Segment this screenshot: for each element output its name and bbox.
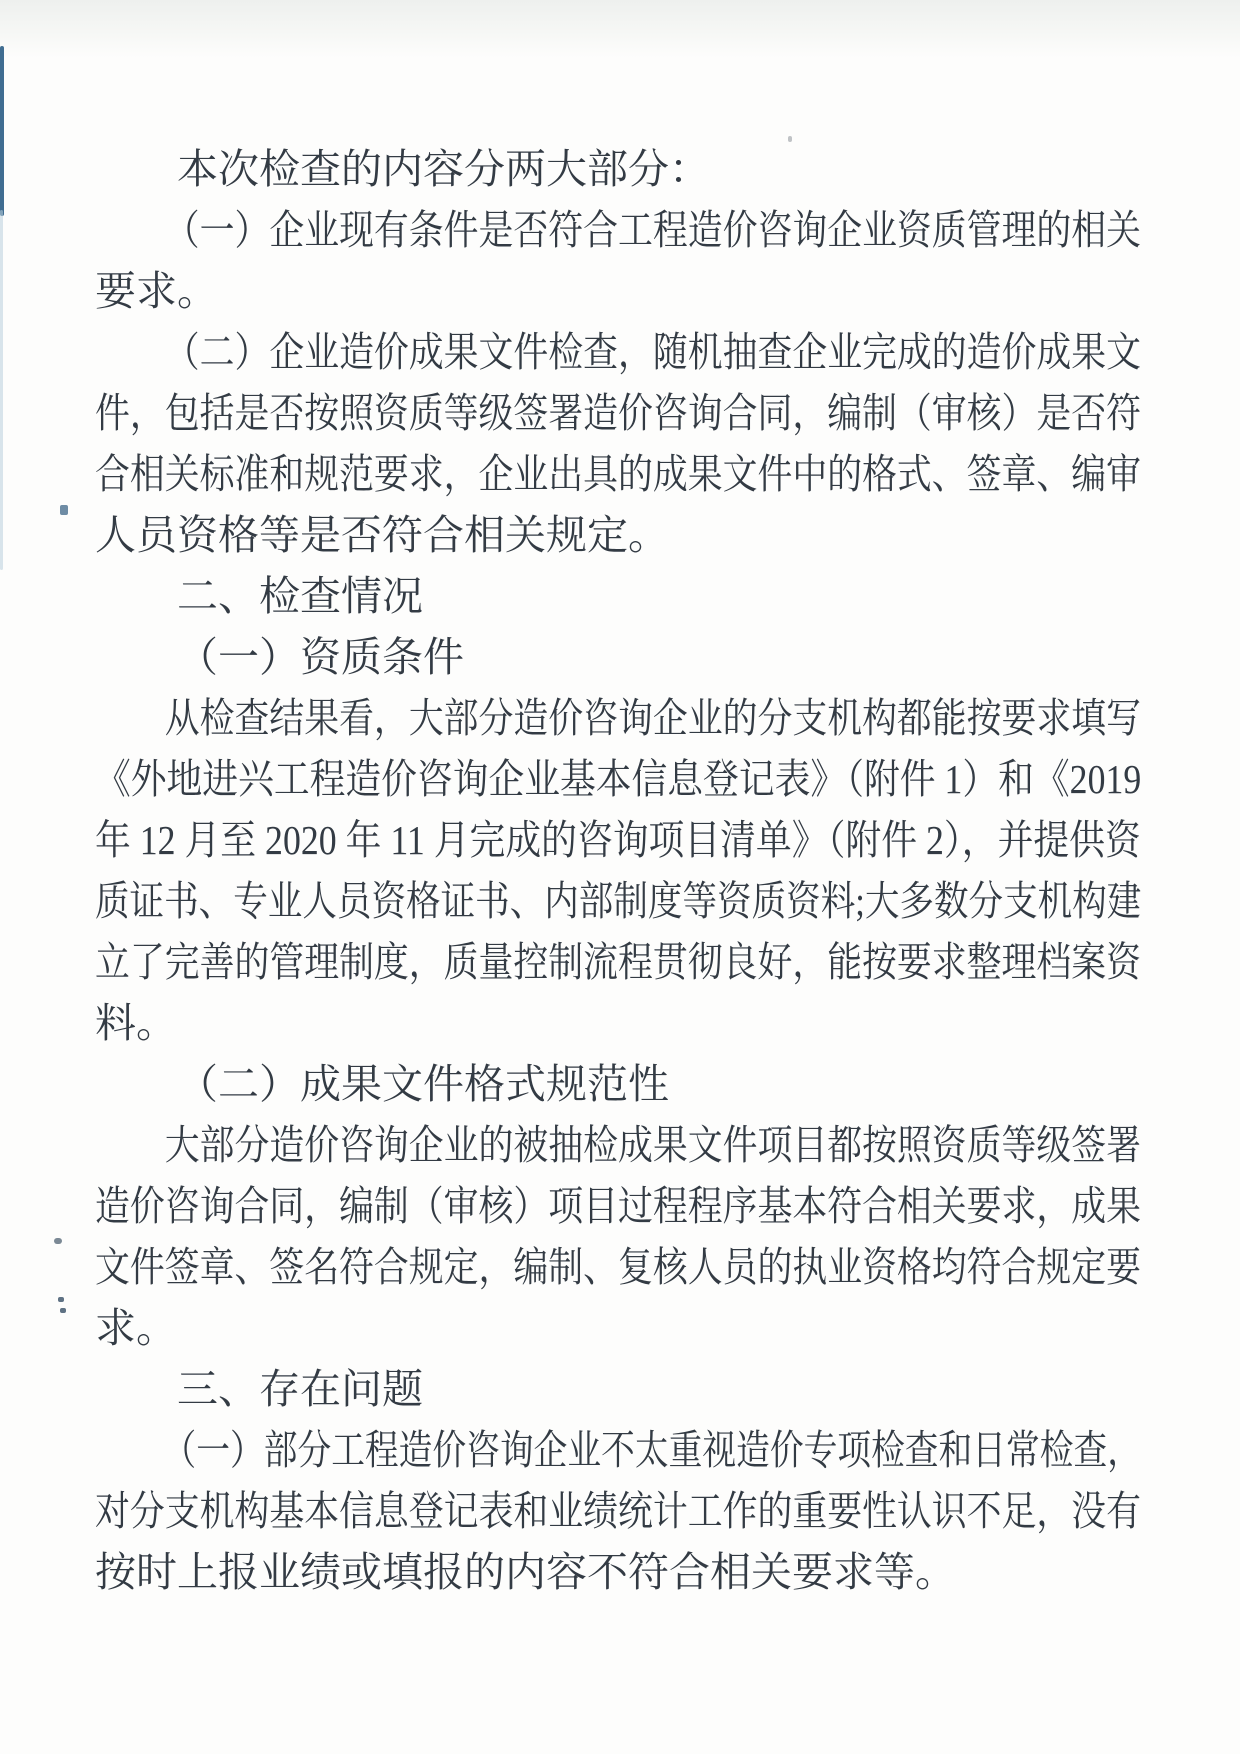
paragraph [95, 566, 1141, 627]
paragraph [95, 688, 1141, 1054]
text-line-content: 从检查结果看，大部分造价咨询企业的分支机构都能按要求填写 [164, 695, 1141, 741]
text-line-content: 求。 [95, 1305, 177, 1351]
text-line-content: （一）资质条件 [177, 634, 464, 680]
text-line-content: 件，包括是否按照资质等级签署造价咨询合同，编制（审核）是否符 [95, 390, 1141, 436]
text-line [95, 139, 1141, 200]
document-body [95, 139, 1141, 1603]
text-line [95, 1237, 1141, 1298]
scan-artifact-speck-colon-top [58, 1297, 64, 1302]
text-line [95, 1115, 1141, 1176]
paragraph [95, 1359, 1141, 1420]
text-line [95, 200, 1141, 261]
text-line-content: 二、检查情况 [177, 573, 423, 619]
text-line-content: 《外地进兴工程造价咨询企业基本信息登记表》（附件 1）和《2019 [95, 756, 1142, 802]
text-line [95, 1542, 1141, 1603]
text-line-content: 按时上报业绩或填报的内容不符合相关要求等。 [95, 1549, 956, 1595]
paragraph [95, 139, 1141, 200]
text-line [95, 1481, 1141, 1542]
text-line-content: 大部分造价咨询企业的被抽检成果文件项目都按照资质等级签署 [164, 1122, 1141, 1168]
text-line-content: （一）企业现有条件是否符合工程造价咨询企业资质管理的相关 [164, 207, 1141, 253]
text-line-content: （一）部分工程造价咨询企业不太重视造价专项检查和日常检查， [162, 1427, 1141, 1473]
scan-edge-shadow [0, 0, 1240, 58]
text-line-content: 合相关标准和规范要求，企业出具的成果文件中的格式、签章、编审 [95, 451, 1141, 497]
paragraph [95, 1115, 1141, 1359]
paragraph [95, 627, 1141, 688]
text-line [95, 261, 1141, 322]
scan-artifact-speck-left-mid [60, 505, 68, 515]
text-line [95, 1176, 1141, 1237]
scan-artifact-left-edge-line [0, 46, 4, 216]
text-line [95, 383, 1141, 444]
text-line [95, 627, 1141, 688]
text-line [95, 1298, 1141, 1359]
paragraph [95, 200, 1141, 322]
text-line [95, 871, 1141, 932]
text-line [95, 688, 1141, 749]
scan-artifact-speck-faint-top [788, 136, 792, 142]
text-line-content: 人员资格等是否符合相关规定。 [95, 512, 669, 558]
text-line-content: 料。 [95, 1000, 177, 1046]
text-line-content: 立了完善的管理制度，质量控制流程贯彻良好，能按要求整理档案资 [95, 939, 1141, 985]
text-line-content: 造价咨询合同，编制（审核）项目过程程序基本符合相关要求，成果 [95, 1183, 1141, 1229]
paragraph [95, 322, 1141, 566]
text-line [95, 810, 1141, 871]
text-line-content: 对分支机构基本信息登记表和业绩统计工作的重要性认识不足，没有 [95, 1488, 1141, 1534]
scan-artifact-speck-colon-bottom [60, 1308, 66, 1313]
paragraph [95, 1054, 1141, 1115]
text-line [95, 566, 1141, 627]
text-line-content: （二）成果文件格式规范性 [177, 1061, 669, 1107]
text-line [95, 932, 1141, 993]
text-line [95, 1420, 1141, 1481]
text-line [95, 749, 1141, 810]
text-line [95, 444, 1141, 505]
text-line-content: 三、存在问题 [177, 1366, 423, 1412]
scan-artifact-speck-left-lower [54, 1238, 62, 1244]
paragraph [95, 1420, 1141, 1603]
text-line-content: 年 12 月至 2020 年 11 月完成的咨询项目清单》（附件 2），并提供资 [95, 817, 1141, 863]
text-line [95, 1359, 1141, 1420]
text-line-content: 质证书、专业人员资格证书、内部制度等资质资料;大多数分支机构建 [95, 878, 1142, 924]
text-line [95, 322, 1141, 383]
text-line-content: 本次检查的内容分两大部分： [177, 146, 710, 192]
text-line [95, 993, 1141, 1054]
text-line [95, 1054, 1141, 1115]
text-line [95, 505, 1141, 566]
scan-artifact-left-edge-line-fade [0, 210, 3, 570]
text-line-content: （二）企业造价成果文件检查，随机抽查企业完成的造价成果文 [164, 329, 1141, 375]
text-line-content: 文件签章、签名符合规定，编制、复核人员的执业资格均符合规定要 [95, 1244, 1141, 1290]
text-line-content: 要求。 [95, 268, 218, 314]
